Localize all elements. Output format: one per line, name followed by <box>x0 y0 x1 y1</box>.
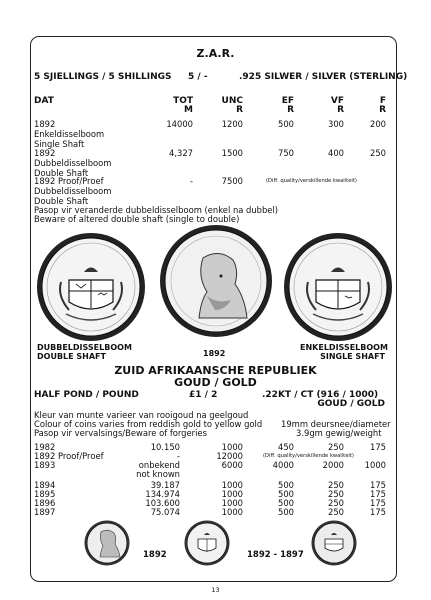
row-unc: 6000 <box>221 460 243 470</box>
row-vf: 400 <box>328 148 344 158</box>
row-date: 1892 Proof/Proef <box>34 176 104 186</box>
row-variety: Dubbeldisselboom <box>34 186 112 196</box>
header-tot-sub: M <box>184 105 193 115</box>
row-date: 1896 <box>34 498 56 508</box>
coin-reverse-double-shaft-image <box>36 232 146 342</box>
row-variety: Enkeldisselboom <box>34 129 105 139</box>
row-ef: 450 <box>278 442 294 452</box>
coin-reverse-single-shaft-image <box>283 232 393 342</box>
gold-coin-reverse-1892-1897-image <box>311 520 357 566</box>
row-tot: 39.187 <box>150 480 180 490</box>
row-f: 200 <box>370 119 386 129</box>
row-f: 175 <box>370 442 386 452</box>
row-unc: 1000 <box>221 442 243 452</box>
row-variety: Dubbeldisselboom <box>34 158 112 168</box>
gold-coin-reverse-1892-image <box>184 520 230 566</box>
row-tot: - <box>176 451 180 461</box>
row-unc: 1000 <box>221 489 243 499</box>
row-unc: 1500 <box>221 148 243 158</box>
row-ef: 4000 <box>272 460 294 470</box>
row-date: 1892 <box>34 148 56 158</box>
header-f-sub: R <box>379 105 386 115</box>
row-date: 1892 Proof/Proef <box>34 451 104 461</box>
row-tot: 4,327 <box>169 148 193 158</box>
header-vf: VF <box>330 96 344 106</box>
row-f: 175 <box>370 489 386 499</box>
row-unc: 1000 <box>221 507 243 517</box>
gold-coin-obverse-image <box>84 520 130 566</box>
gold-short: £1 / 2 <box>189 390 218 400</box>
row-ef: 750 <box>278 148 294 158</box>
row-ef: 500 <box>278 498 294 508</box>
caption-right-afr: ENKELDISSELBOOM <box>300 343 388 352</box>
gold-desc-afr: Kleur van munte varieer van rooigoud na geelgoud <box>34 410 249 420</box>
row-ef: 500 <box>278 507 294 517</box>
row-vf: 250 <box>328 489 344 499</box>
row-tot: 10.150 <box>150 442 180 452</box>
row-date: 1892 <box>34 119 56 129</box>
gold-title: ZUID AFRIKAANSCHE REPUBLIEK <box>114 364 317 377</box>
row-quality-note: (Diff. quality/verskillende kwaliteit) <box>263 453 354 459</box>
gold-denomination: HALF POND / POUND <box>34 390 139 400</box>
gold-desc-eng: Colour of coins varies from reddish gold to yellow gold <box>34 419 263 429</box>
row-date: 1895 <box>34 489 56 499</box>
row-tot: 75.074 <box>150 507 180 517</box>
country-title: Z.A.R. <box>196 47 235 60</box>
header-dat: DAT <box>34 96 54 106</box>
header-unc-sub: R <box>236 105 243 115</box>
row-variety-eng: Double Shaft <box>34 168 89 178</box>
gold-subtitle: GOUD / GOLD <box>174 376 257 389</box>
row-vf: 2000 <box>322 460 344 470</box>
row-vf: 250 <box>328 507 344 517</box>
row-f: 250 <box>370 148 386 158</box>
row-unc: 12000 <box>216 451 243 461</box>
row-date: 1894 <box>34 480 56 490</box>
row-tot: 103.600 <box>145 498 180 508</box>
silver-metal: .925 SILWER / SILVER (STERLING) <box>239 72 408 82</box>
warning-afr: Pasop vir veranderde dubbeldisselboom (enkel na dubbel) <box>34 205 279 215</box>
row-f: 175 <box>370 507 386 517</box>
caption-left-afr: DUBBELDISSELBOOM <box>37 343 132 352</box>
header-unc: UNC <box>221 96 243 106</box>
caption-mid: 1892 <box>203 349 226 358</box>
row-tot: onbekend <box>138 460 180 470</box>
silver-denomination: 5 SJIELLINGS / 5 SHILLINGS <box>34 72 172 82</box>
header-vf-sub: R <box>337 105 344 115</box>
row-ef: 500 <box>278 119 294 129</box>
row-ef: 500 <box>278 480 294 490</box>
row-ef: 500 <box>278 489 294 499</box>
page-number: 13 <box>211 586 220 594</box>
row-vf: 300 <box>328 119 344 129</box>
row-date: 1982 <box>34 442 56 452</box>
row-unc: 1200 <box>221 119 243 129</box>
caption-left-eng: DOUBLE SHAFT <box>37 352 106 361</box>
gold-caption-1892: 1892 <box>143 550 167 560</box>
silver-short: 5 / - <box>188 72 208 82</box>
header-f: F <box>379 96 386 106</box>
gold-metal-sub: GOUD / GOLD <box>317 399 385 409</box>
coin-obverse-portrait-image <box>159 224 274 339</box>
warning-eng: Beware of altered double shaft (single to double) <box>34 214 240 224</box>
header-ef: EF <box>281 96 294 106</box>
row-vf: 250 <box>328 442 344 452</box>
row-tot: 134.974 <box>145 489 180 499</box>
row-tot-eng: not known <box>136 469 180 479</box>
row-unc: 1000 <box>221 480 243 490</box>
row-unc: 1000 <box>221 498 243 508</box>
row-variety-eng: Double Shaft <box>34 196 89 206</box>
row-f: 175 <box>370 498 386 508</box>
gold-forgery-warning: Pasop vir vervalsings/Beware of forgeries <box>34 428 207 438</box>
header-tot: TOT <box>173 96 193 106</box>
gold-caption-1892-1897: 1892 - 1897 <box>247 550 304 560</box>
row-tot: - <box>189 176 193 186</box>
row-quality-note: (Diff. quality/verskillende kwaliteit) <box>266 178 357 184</box>
row-tot: 14000 <box>166 119 193 129</box>
row-f: 175 <box>370 480 386 490</box>
header-ef-sub: R <box>287 105 294 115</box>
row-vf: 250 <box>328 498 344 508</box>
row-variety-eng: Single Shaft <box>34 139 85 149</box>
row-f: 1000 <box>364 460 386 470</box>
gold-diameter: 19mm deursnee/diameter <box>281 419 391 429</box>
row-date: 1893 <box>34 460 56 470</box>
gold-weight: 3.9gm gewig/weight <box>296 428 382 438</box>
row-date: 1897 <box>34 507 56 517</box>
row-unc: 7500 <box>221 176 243 186</box>
caption-right-eng: SINGLE SHAFT <box>320 352 385 361</box>
gold-metal: .22KT / CT (916 / 1000) <box>262 390 379 400</box>
row-vf: 250 <box>328 480 344 490</box>
